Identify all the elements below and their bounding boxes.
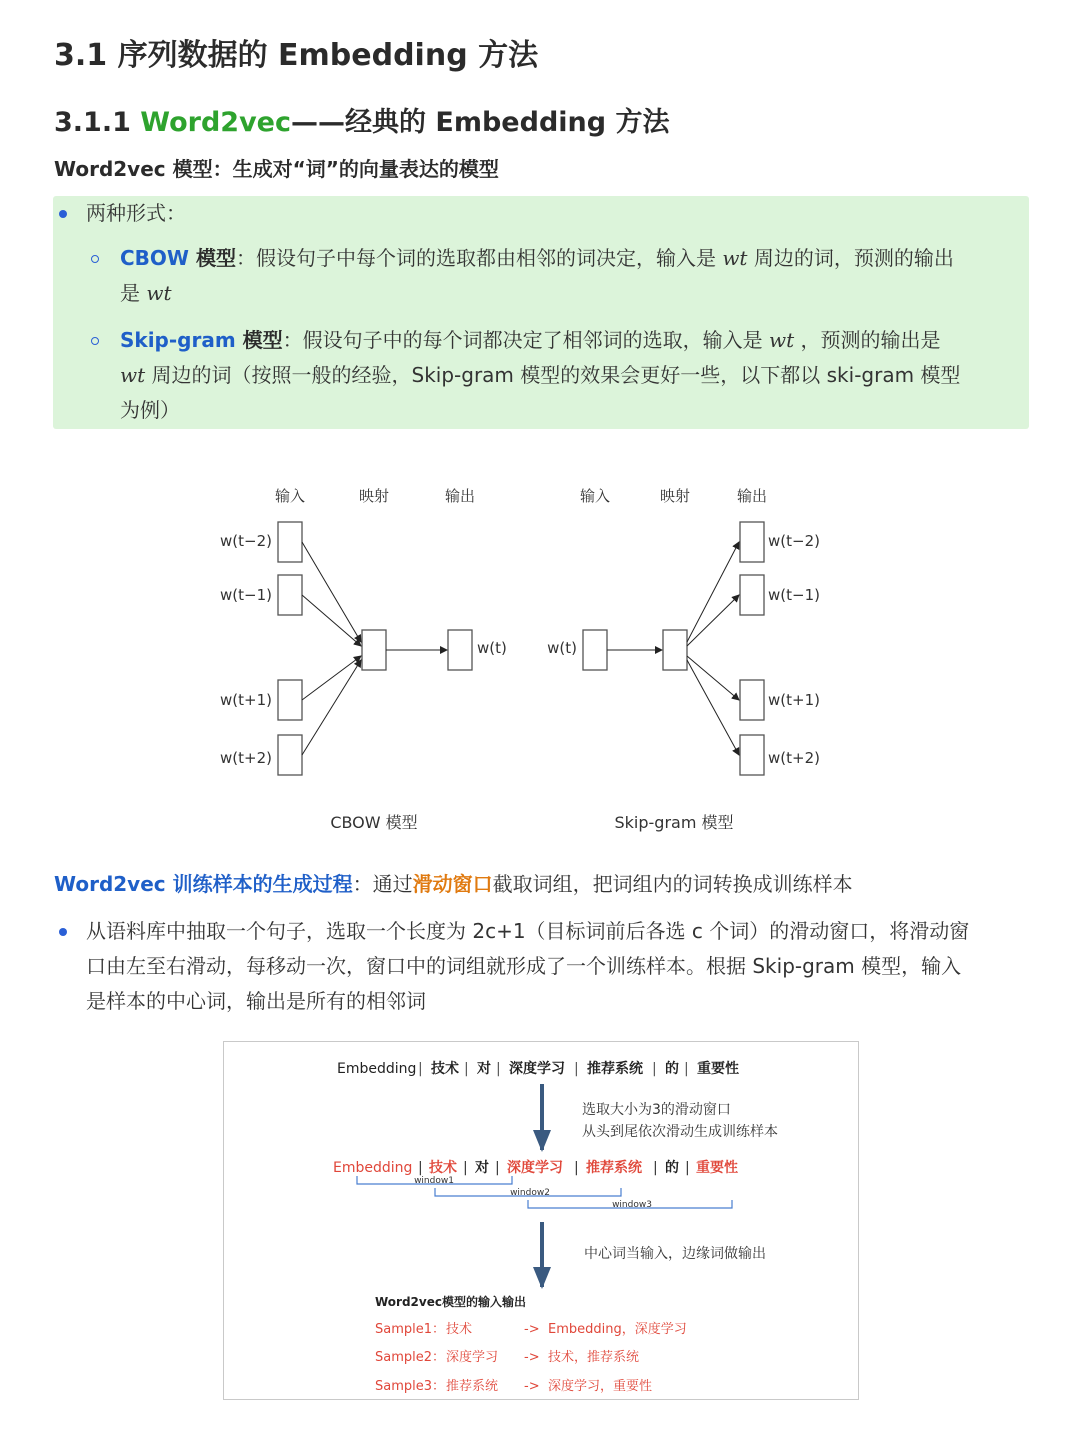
skipgram-line2: 周边的词（按照一般的经验，Skip-gram 模型的效果会更好一些，以下都以 ski-gram 模型 [145, 363, 961, 387]
sample2-input: 深度学习 [446, 1350, 499, 1365]
separator: | [418, 1061, 423, 1077]
word-tech: 技术 [431, 1061, 459, 1077]
skipgram-desc-end: ，预测的输出是 [794, 328, 941, 352]
separator: | [684, 1061, 689, 1077]
sample3-input: 推荐系统 [446, 1379, 499, 1394]
skipgram-var: wt [769, 328, 795, 352]
skip-arrow [687, 660, 739, 755]
sample3-arrow: -> [524, 1379, 540, 1394]
word-de-black: 的 [665, 1160, 679, 1176]
cbow-name: CBOW [120, 246, 189, 270]
skipgram-line2-var: wt [120, 363, 146, 387]
skip-arrow [687, 542, 739, 642]
cbow-output-box [448, 630, 472, 670]
sample2-arrow: -> [524, 1350, 540, 1365]
training-title-word2vec: Word2vec 训练样本的生成过程 [54, 872, 353, 896]
cbow-input-box [278, 522, 302, 562]
separator: | [574, 1160, 579, 1176]
window1-label: window1 [414, 1176, 454, 1186]
page-title: 3.1 序列数据的 Embedding 方法 [54, 38, 539, 73]
word-deep-learning-red: 深度学习 [507, 1160, 563, 1176]
cbow-line2-pre: 是 [120, 281, 147, 305]
cbow-label: 模型 [188, 246, 236, 270]
skipgram-line-2 [120, 358, 960, 393]
skip-output-box [740, 735, 764, 775]
training-bullet-line-1: 从语料库中抽取一个句子，选取一个长度为 2c+1（目标词前后各选 c 个词）的滑动窗口，将滑动窗 [86, 919, 970, 943]
cbow-input-box [278, 680, 302, 720]
note-window-size: 选取大小为3的滑动窗口 [582, 1102, 731, 1118]
cbow-caption: CBOW 模型 [330, 813, 418, 832]
skip-output-box [740, 575, 764, 615]
cbow-desc-end: 周边的词，预测的输出 [747, 246, 954, 270]
cbow-proj-header: 映射 [358, 487, 390, 505]
separator: | [652, 1061, 657, 1077]
sub-bullet-icon [91, 255, 99, 263]
skip-w-tp1: w(t+1) [768, 691, 820, 709]
cbow-arrow [302, 660, 361, 755]
cbow-line2-var: wt [146, 281, 172, 305]
bullet-icon [59, 928, 67, 936]
skipgram-name: Skip-gram [120, 328, 236, 352]
skip-output-header: 输出 [736, 487, 768, 505]
sample1-label: Sample1： [375, 1322, 446, 1337]
skip-arrow [687, 656, 739, 700]
forms-callout [53, 196, 1029, 429]
word-recsys: 推荐系统 [587, 1061, 643, 1077]
note-center-word: 中心词当输入，边缘词做输出 [584, 1246, 766, 1262]
skip-proj-header: 映射 [659, 487, 691, 505]
cbow-output-header: 输出 [444, 487, 476, 505]
separator: | [574, 1061, 579, 1077]
cbow-line-2 [120, 276, 172, 311]
sliding-window-highlight: 滑动窗口 [412, 872, 493, 896]
cbow-w-t: w(t) [477, 639, 507, 657]
word-deep-learning: 深度学习 [509, 1061, 565, 1077]
window3-label: window3 [612, 1200, 652, 1210]
cbow-desc: ：假设句子中每个词的选取都由相邻的词决定，输入是 [235, 246, 723, 270]
training-bullet-line-2: 口由左至右滑动，每移动一次，窗口中的词组就形成了一个训练样本。根据 Skip-gram 模型，输入 [86, 954, 962, 978]
skipgram-label: 模型 [235, 328, 283, 352]
window2-label: window2 [510, 1188, 550, 1198]
word-recsys-red: 推荐系统 [586, 1160, 642, 1176]
sample1-input: 技术 [446, 1322, 473, 1337]
skip-arrow [687, 595, 739, 646]
sample2-label: Sample2： [375, 1350, 446, 1365]
cbow-arrow [302, 542, 361, 642]
skip-input-header: 输入 [579, 487, 611, 505]
separator: | [685, 1160, 690, 1176]
section-number: 3.1.1 [54, 107, 141, 138]
skipgram-desc: ：假设句子中的每个词都决定了相邻词的选取，输入是 [282, 328, 770, 352]
word-embedding-red: Embedding [333, 1160, 413, 1176]
subsection-heading: Word2vec 模型：生成对“词”的向量表达的模型 [54, 157, 499, 181]
separator: | [463, 1160, 468, 1176]
separator: | [496, 1061, 501, 1077]
cbow-arrow [302, 595, 361, 646]
skip-w-tm2: w(t−2) [768, 532, 820, 550]
separator: | [495, 1160, 500, 1176]
sample3-label: Sample3： [375, 1379, 446, 1394]
word-de: 的 [665, 1061, 679, 1077]
cbow-var: wt [722, 246, 748, 270]
word2vec-highlight: Word2vec [140, 107, 291, 138]
word-dui-black: 对 [475, 1160, 489, 1176]
word-dui: 对 [477, 1061, 491, 1077]
forms-intro: 两种形式： [86, 201, 186, 225]
io-title: Word2vec模型的输入输出 [375, 1295, 526, 1309]
cbow-input-header: 输入 [274, 487, 306, 505]
skip-projection-box [663, 630, 687, 670]
skipgram-line-1 [120, 323, 941, 358]
section-heading [54, 100, 669, 139]
separator: | [653, 1160, 658, 1176]
sample3-output: 深度学习，重要性 [548, 1379, 653, 1394]
sub-bullet-icon [91, 337, 99, 345]
section-heading-suffix: ——经典的 Embedding 方法 [291, 107, 670, 138]
cbow-input-box [278, 575, 302, 615]
training-bullet-line-3: 是样本的中心词，输出是所有的相邻词 [86, 989, 426, 1013]
word-tech-red: 技术 [429, 1160, 457, 1176]
word-importance-red: 重要性 [696, 1160, 738, 1176]
training-mid2: 截取词组，把词组内的词转换成训练样本 [492, 872, 853, 896]
sliding-window-svg [224, 1042, 858, 1399]
skip-output-box [740, 680, 764, 720]
note-slide: 从头到尾依次滑动生成训练样本 [582, 1124, 778, 1140]
cbow-w-tm1: w(t−1) [220, 586, 272, 604]
sliding-window-figure [223, 1041, 859, 1400]
cbow-skipgram-diagram [200, 470, 860, 850]
skipgram-line-3: 为例） [120, 398, 180, 422]
cbow-w-tp1: w(t+1) [220, 691, 272, 709]
cbow-w-tp2: w(t+2) [220, 749, 272, 767]
cbow-input-box [278, 735, 302, 775]
sample1-output: Embedding，深度学习 [548, 1322, 687, 1337]
skip-w-tm1: w(t−1) [768, 586, 820, 604]
cbow-w-tm2: w(t−2) [220, 532, 272, 550]
skip-w-t: w(t) [547, 639, 577, 657]
separator: | [464, 1061, 469, 1077]
skip-input-box [583, 630, 607, 670]
sample2-output: 技术，推荐系统 [548, 1350, 640, 1365]
cbow-line-1 [120, 241, 954, 276]
word-embedding: Embedding [337, 1061, 417, 1077]
word-importance: 重要性 [697, 1061, 739, 1077]
skip-output-box [740, 522, 764, 562]
sample1-arrow: -> [524, 1322, 540, 1337]
separator: | [418, 1160, 423, 1176]
cbow-projection-box [362, 630, 386, 670]
skip-w-tp2: w(t+2) [768, 749, 820, 767]
cbow-arrow [302, 656, 361, 700]
bullet-icon [59, 210, 67, 218]
training-mid1: ：通过 [352, 872, 413, 896]
training-heading [54, 867, 853, 902]
skip-caption: Skip-gram 模型 [614, 813, 734, 832]
